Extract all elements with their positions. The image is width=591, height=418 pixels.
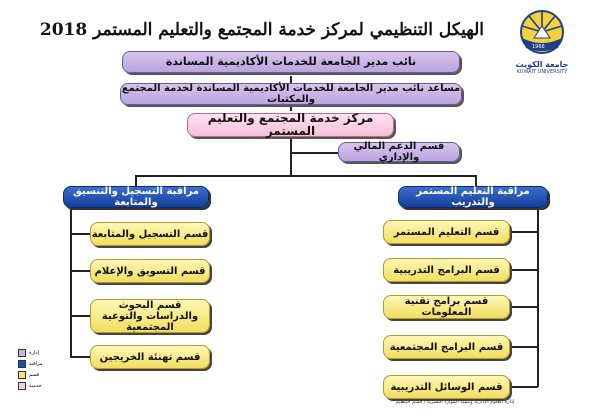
assistant-vp-box: مساعد نائب مدير الجامعة للخدمات الأكاديمية المساندة لخدمة المجتمع والمكتبات xyxy=(121,83,461,105)
legend-label: مراقبة xyxy=(29,361,43,367)
left-dept-research: قسم البحوث والدراسات والتوعية المجتمعية xyxy=(90,299,210,333)
right-control-box: مراقبة التعليم المستمر والتدريب xyxy=(398,186,548,208)
university-logo xyxy=(510,8,574,80)
legend-item xyxy=(18,371,52,379)
legend-item xyxy=(18,382,52,390)
footer-note: إدارة العلوم الإدارية وتنمية الموارد البشرية / قسم التنظيم xyxy=(395,399,515,405)
connector-left-tick xyxy=(70,356,90,358)
chart-title: الهيكل التنظيمي لمركز خدمة المجتمع والتعليم المستمر 2018 xyxy=(39,20,484,40)
legend-label: إدارة xyxy=(29,350,40,356)
legend xyxy=(18,349,52,390)
right-dept-training-media: قسم الوسائل التدريبية xyxy=(383,375,510,399)
connector-right-tick xyxy=(510,386,538,388)
vice-president-box: نائب مدير الجامعة للخدمات الأكاديمية المساندة xyxy=(122,51,460,73)
connector-left-tick xyxy=(70,233,90,235)
connector-center-down xyxy=(290,138,292,176)
legend-swatch xyxy=(18,360,26,368)
right-dept-community-programs: قسم البرامج المجتمعية xyxy=(383,335,510,359)
connector-left-spine xyxy=(70,205,72,357)
connector-left-tick xyxy=(70,315,90,317)
legend-swatch xyxy=(18,349,26,357)
left-dept-graduates: قسم تهنئة الخريجين xyxy=(90,345,210,369)
right-dept-it-programs: قسم برامج تقنية المعلومات xyxy=(383,295,510,319)
connector-finance xyxy=(290,152,340,154)
logo-name-en: KUWAIT UNIVERSITY xyxy=(516,69,568,75)
legend-label: قسم xyxy=(29,372,40,378)
logo-year: 1966 xyxy=(532,44,545,50)
left-dept-marketing: قسم التسويق والإعلام xyxy=(90,259,210,283)
finance-dept-box: قسم الدعم المالي والإداري xyxy=(338,142,460,162)
center-box: مركز خدمة المجتمع والتعليم المستمر xyxy=(187,113,394,137)
legend-item xyxy=(18,360,52,368)
legend-item xyxy=(18,349,52,357)
right-dept-training-programs: قسم البرامج التدريبية xyxy=(383,258,510,282)
legend-swatch xyxy=(18,382,26,390)
connector-left-tick xyxy=(70,270,90,272)
connector-right-tick xyxy=(510,269,538,271)
connector-right-tick xyxy=(510,346,538,348)
legend-label: خدمية xyxy=(29,383,42,389)
left-dept-registration: قسم التسجيل والمتابعة xyxy=(90,222,210,246)
connector-horizontal xyxy=(135,175,477,177)
connector-right-tick xyxy=(510,306,538,308)
right-dept-continuing-education: قسم التعليم المستمر xyxy=(383,220,510,244)
legend-swatch xyxy=(18,371,26,379)
logo-name-ar: جامعة الكويت xyxy=(515,60,569,69)
left-control-box: مراقبة التسجيل والتنسيق والمتابعة xyxy=(63,186,209,208)
connector-right-tick xyxy=(510,231,538,233)
